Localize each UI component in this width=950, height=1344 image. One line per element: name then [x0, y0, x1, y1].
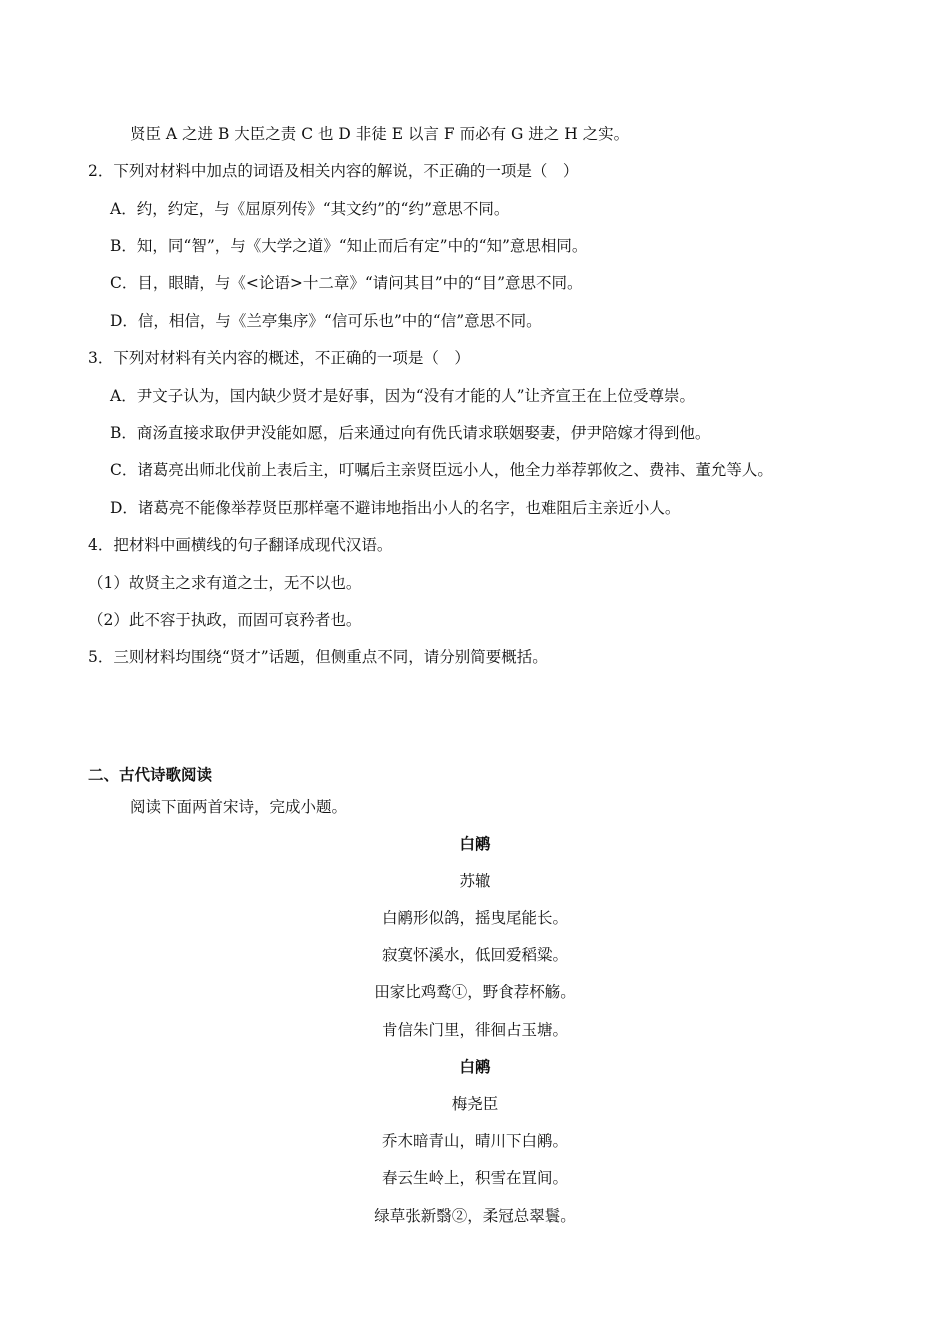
question-2-option-a: A．约，约定，与《屈原列传》“其文约”的“约”意思不同。: [110, 200, 510, 218]
poem-2-line-3: 绿草张新翳②，柔冠总翠鬟。: [374, 1207, 576, 1225]
question-3-stem: 3．下列对材料有关内容的概述，不正确的一项是（ ）: [88, 349, 470, 367]
poem-1-author: 苏辙: [459, 872, 491, 890]
poem-2-line-2: 春云生岭上，积雪在罝间。: [381, 1169, 568, 1187]
question-5-stem: 5．三则材料均围绕“贤才”话题，但侧重点不同，请分别简要概括。: [88, 648, 548, 666]
poem-1-line-2: 寂寞怀溪水，低回爱稻粱。: [381, 946, 568, 964]
poem-1-title: 白鹇: [459, 834, 491, 853]
section-2-instruction: 阅读下面两首宋诗，完成小题。: [130, 798, 348, 816]
question-3-option-a: A．尹文子认为，国内缺少贤才是好事，因为“没有才能的人”让齐宣王在上位受尊崇。: [110, 387, 696, 405]
question-4-item-1: （1）故贤主之求有道之士，无不以也。: [88, 574, 362, 592]
poem-1-line-3: 田家比鸡鹜①，野食荐杯觞。: [374, 983, 576, 1001]
poem-2-title: 白鹇: [459, 1057, 491, 1076]
question-2-option-d: D．信，相信，与《兰亭集序》“信可乐也”中的“信”意思不同。: [110, 312, 542, 330]
question-2-option-c: C．目，眼睛，与《<论语>十二章》“请问其目”中的“目”意思不同。: [110, 274, 583, 292]
question-2-stem: 2．下列对材料中加点的词语及相关内容的解说，不正确的一项是（ ）: [88, 162, 579, 180]
question-3-option-b: B．商汤直接求取伊尹没能如愿，后来通过向有侁氏请求联姻娶妻，伊尹陪嫁才得到他。: [110, 424, 711, 442]
poem-2-author: 梅尧臣: [451, 1095, 499, 1113]
poem-2-line-1: 乔木暗青山，晴川下白鹇。: [381, 1132, 568, 1150]
question-4-stem: 4．把材料中画横线的句子翻译成现代汉语。: [88, 536, 393, 554]
question-4-item-2: （2）此不容于执政，而固可哀矜者也。: [88, 611, 362, 629]
question-2-option-b: B．知，同“智”，与《大学之道》“知止而后有定”中的“知”意思相同。: [110, 237, 588, 255]
poem-1-line-4: 肯信朱门里，徘徊占玉塘。: [381, 1021, 568, 1039]
section-2-heading: 二、古代诗歌阅读: [88, 765, 213, 784]
punctuation-sentence: 贤臣 A 之进 B 大臣之责 C 也 D 非徒 E 以言 F 而必有 G 进之 H 之实。: [130, 125, 630, 143]
poem-1-line-1: 白鹇形似鸽，摇曳尾能长。: [381, 909, 568, 927]
question-3-option-d: D．诸葛亮不能像举荐贤臣那样毫不避讳地指出小人的名字，也难阻后主亲近小人。: [110, 499, 681, 517]
question-3-option-c: C．诸葛亮出师北伐前上表后主，叮嘱后主亲贤臣远小人，他全力举荐郭攸之、费祎、董允等人。: [110, 461, 773, 479]
